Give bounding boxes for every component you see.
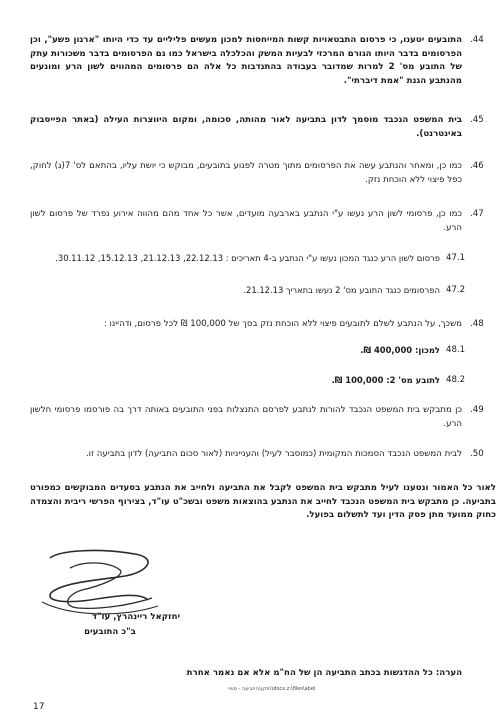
item-number: 48.1 (446, 345, 466, 355)
signature-name: יחזקאל ריינהרץ, עו"ד (92, 612, 180, 622)
paragraph-44: התובעים יטענו, כי פרסום התבטאויות קשות המייחסות למכון מעשים פליליים עד כדי היותו "ארגון פשע", וכן הפרסומים בדבר היותו הגורם המרכזי לבעיות המשק והכלכלה בישראל כמו גם הפרסומים בדבר משכורות עתק של התובע מס' 2 למרות שמדובר בעבודה בהתנדבות כל אלה הם פרסומים המהווים לשון הרע ומונעים מהנתבע הגנת "אמת דיברתי". (30, 35, 462, 86)
paragraph-45: בית המשפט הנכבד מוסמך לדון בתביעה לאור מהותה, סכומה, ומקום היווצרות העילה (באתר הפייסבוק באינטרנט). (30, 115, 462, 139)
paragraph-48: משכך, על הנתבע לשלם לתובעים פיצוי ללא הוכחת נזק בסך של 100,000 ₪ לכל פרסום, ודהיינו : (103, 319, 462, 329)
item-number: .49 (470, 405, 484, 415)
item-number: .47 (470, 209, 484, 219)
paragraph-48-2: לתובע מס' 2: 100,000 ₪. (331, 375, 440, 385)
file-path: docx.z:\files\abel\חזקין\התביעה - סופי (228, 686, 316, 692)
paragraph-47: כמו כן, פרסומי לשון הרע נעשו ע"י הנתבע בארבעה מועדים, אשר כל אחד מהם מהווה אירוע נפרד של פרסום לשון הרע. (30, 209, 462, 233)
page-number: 17 (33, 702, 45, 712)
item-number: .45 (470, 115, 484, 125)
item-number: .48 (470, 319, 484, 329)
item-number: 47.1 (446, 253, 466, 263)
item-number: .50 (470, 449, 484, 459)
item-number: 47.2 (446, 285, 466, 295)
paragraph-48-1: למכון: 400,000 ₪. (360, 345, 440, 355)
paragraph-46: כמו כן, ומאחר והנתבע עשה את הפרסומים מתוך מטרה לפגוע בתובעים, מבוקש כי יושת עליו, בהתאם לס' 7(ג) לחוק, כפל פיצוי ללא הוכחת נזק. (30, 161, 462, 185)
conclusion-paragraph: לאור כל האמור ונטענו לעיל מתבקש בית המשפט לקבל את התביעה ולחייב את הנתבע בסעדים המבוקשים כמפורט בתביעה. כן מתבקש בית המשפט הנכבד לחייב את הנתבע בהוצאות משפט ובשכ"ט עו"ד, בצירוף הפרשי ריבית והצמדה כחוק ממועד מתן פסק הדין ועד לתשלום בפועל. (30, 483, 496, 520)
paragraph-47-1: פרסום לשון הרע כנגד המכון נעשו ע"י הנתבע ב-4 תאריכים : 22.12.13, 21.12.13, 15.12.13, 30.11.12. (55, 253, 440, 263)
paragraph-50: לבית המשפט הנכבד הסמכות המקומית (כמוסבר לעיל) והענייניות (לאור סכום התביעה) לדון בתביעה זו. (85, 449, 462, 459)
paragraph-49: כן מתבקש בית המשפט הנכבד להורות לנתבע לפרסם התנצלות בפני התובעים באותה דרך בה פורסמו פרסומי חלשון הרע. (30, 405, 462, 429)
paragraph-47-2: הפרסומים כנגד התובע מס' 2 נעשו בתאריך 21.12.13. (243, 285, 440, 295)
item-number: .44 (470, 35, 484, 45)
emphasis-note: הערה: כל ההדגשות בכתב התביעה הן של הח"מ אלא אם נאמר אחרת (186, 668, 462, 678)
signature-role: ב"כ התובעים (84, 627, 136, 637)
item-number: .46 (470, 161, 484, 171)
item-number: 48.2 (446, 375, 466, 385)
